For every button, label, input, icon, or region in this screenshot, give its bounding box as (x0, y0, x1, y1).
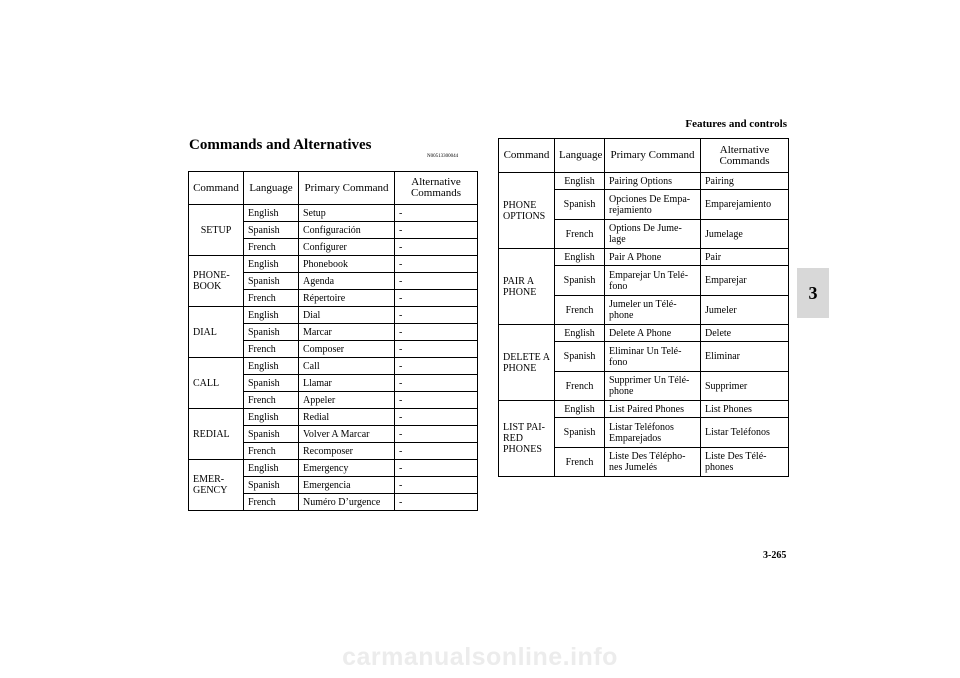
table-row (499, 325, 789, 342)
command-cell: REDIAL (189, 409, 244, 460)
alternative-command-cell: Jumeler (701, 296, 789, 325)
primary-command-cell: Configurer (299, 239, 395, 256)
alternative-command-cell: - (395, 477, 478, 494)
alternative-command-cell: - (395, 375, 478, 392)
primary-command-cell: Opciones De Empa-rejamiento (605, 190, 701, 220)
alternative-command-cell: Liste Des Télé-phones (701, 448, 789, 477)
command-cell: EMER-GENCY (189, 460, 244, 511)
language-cell: French (244, 494, 299, 511)
command-cell: DELETE A PHONE (499, 325, 555, 401)
table-row (189, 358, 478, 375)
primary-command-cell: Numéro D’urgence (299, 494, 395, 511)
primary-command-cell: Configuración (299, 222, 395, 239)
alternative-command-cell: - (395, 290, 478, 307)
header-command: Command (189, 172, 244, 205)
alternative-command-cell: Supprimer (701, 372, 789, 401)
primary-command-cell: Llamar (299, 375, 395, 392)
alternative-command-cell: - (395, 205, 478, 222)
table-row (189, 409, 478, 426)
language-cell: Spanish (555, 190, 605, 220)
primary-command-cell: Phonebook (299, 256, 395, 273)
primary-command-cell: Emergency (299, 460, 395, 477)
primary-command-cell: Recomposer (299, 443, 395, 460)
primary-command-cell: Emergencia (299, 477, 395, 494)
language-cell: French (244, 392, 299, 409)
primary-command-cell: Marcar (299, 324, 395, 341)
language-cell: Spanish (244, 426, 299, 443)
language-cell: English (555, 325, 605, 342)
language-cell: Spanish (244, 375, 299, 392)
chapter-header: Features and controls (685, 118, 787, 130)
header-command: Command (499, 139, 555, 173)
primary-command-cell: Delete A Phone (605, 325, 701, 342)
primary-command-cell: Eliminar Un Telé-fono (605, 342, 701, 372)
alternative-command-cell: - (395, 239, 478, 256)
alternative-command-cell: Pairing (701, 173, 789, 190)
primary-command-cell: Pair A Phone (605, 249, 701, 266)
table-row (499, 401, 789, 418)
table-row (499, 249, 789, 266)
table-row (189, 307, 478, 324)
primary-command-cell: Listar Teléfonos Emparejados (605, 418, 701, 448)
language-cell: Spanish (244, 324, 299, 341)
language-cell: Spanish (244, 222, 299, 239)
language-cell: English (244, 409, 299, 426)
alternative-command-cell: - (395, 222, 478, 239)
alternative-command-cell: - (395, 341, 478, 358)
primary-command-cell: Emparejar Un Telé-fono (605, 266, 701, 296)
command-cell: CALL (189, 358, 244, 409)
alternative-command-cell: - (395, 443, 478, 460)
alternative-command-cell: List Phones (701, 401, 789, 418)
primary-command-cell: Composer (299, 341, 395, 358)
alternative-command-cell: Listar Teléfonos (701, 418, 789, 448)
header-language: Language (244, 172, 299, 205)
command-cell: PHONE-BOOK (189, 256, 244, 307)
primary-command-cell: Jumeler un Télé-phone (605, 296, 701, 325)
language-cell: Spanish (555, 342, 605, 372)
alternative-command-cell: - (395, 409, 478, 426)
alternative-command-cell: - (395, 307, 478, 324)
language-cell: English (244, 256, 299, 273)
primary-command-cell: Options De Jume-lage (605, 220, 701, 249)
language-cell: French (244, 443, 299, 460)
primary-command-cell: Liste Des Télépho-nes Jumelés (605, 448, 701, 477)
commands-table-left (188, 171, 478, 511)
primary-command-cell: Volver A Marcar (299, 426, 395, 443)
primary-command-cell: Supprimer Un Télé-phone (605, 372, 701, 401)
language-cell: English (555, 249, 605, 266)
page-number: 3-265 (763, 550, 787, 561)
language-cell: French (555, 448, 605, 477)
header-primary: Primary Command (299, 172, 395, 205)
commands-table-right (498, 138, 789, 477)
header-alternative: Alternative Commands (701, 139, 789, 173)
primary-command-cell: Appeler (299, 392, 395, 409)
language-cell: French (244, 239, 299, 256)
language-cell: English (244, 307, 299, 324)
alternative-command-cell: Delete (701, 325, 789, 342)
alternative-command-cell: - (395, 256, 478, 273)
language-cell: French (244, 341, 299, 358)
command-cell: SETUP (189, 205, 244, 256)
command-cell: DIAL (189, 307, 244, 358)
language-cell: Spanish (244, 477, 299, 494)
language-cell: English (555, 173, 605, 190)
language-cell: English (244, 358, 299, 375)
alternative-command-cell: - (395, 324, 478, 341)
command-cell: LIST PAI-RED PHONES (499, 401, 555, 477)
language-cell: French (555, 296, 605, 325)
primary-command-cell: Dial (299, 307, 395, 324)
alternative-command-cell: Emparejar (701, 266, 789, 296)
command-cell: PAIR A PHONE (499, 249, 555, 325)
language-cell: French (555, 372, 605, 401)
table-row (189, 460, 478, 477)
alternative-command-cell: Pair (701, 249, 789, 266)
language-cell: English (555, 401, 605, 418)
watermark: carmanualsonline.info (342, 643, 618, 671)
alternative-command-cell: Emparejamiento (701, 190, 789, 220)
language-cell: English (244, 205, 299, 222)
chapter-tab: 3 (797, 268, 829, 318)
alternative-command-cell: - (395, 358, 478, 375)
primary-command-cell: List Paired Phones (605, 401, 701, 418)
language-cell: English (244, 460, 299, 477)
language-cell: Spanish (555, 266, 605, 296)
header-alternative: Alternative Commands (395, 172, 478, 205)
alternative-command-cell: - (395, 392, 478, 409)
alternative-command-cell: Jumelage (701, 220, 789, 249)
header-language: Language (555, 139, 605, 173)
primary-command-cell: Répertoire (299, 290, 395, 307)
section-title: Commands and Alternatives (189, 137, 372, 153)
alternative-command-cell: - (395, 494, 478, 511)
primary-command-cell: Agenda (299, 273, 395, 290)
alternative-command-cell: - (395, 460, 478, 477)
table-row (189, 205, 478, 222)
alternative-command-cell: - (395, 273, 478, 290)
section-code: N00513300044 (427, 154, 459, 159)
alternative-command-cell: Eliminar (701, 342, 789, 372)
header-primary: Primary Command (605, 139, 701, 173)
table-row (189, 256, 478, 273)
primary-command-cell: Call (299, 358, 395, 375)
language-cell: French (555, 220, 605, 249)
primary-command-cell: Setup (299, 205, 395, 222)
language-cell: Spanish (555, 418, 605, 448)
command-cell: PHONE OPTIONS (499, 173, 555, 249)
alternative-command-cell: - (395, 426, 478, 443)
primary-command-cell: Redial (299, 409, 395, 426)
primary-command-cell: Pairing Options (605, 173, 701, 190)
table-row (499, 173, 789, 190)
language-cell: Spanish (244, 273, 299, 290)
language-cell: French (244, 290, 299, 307)
